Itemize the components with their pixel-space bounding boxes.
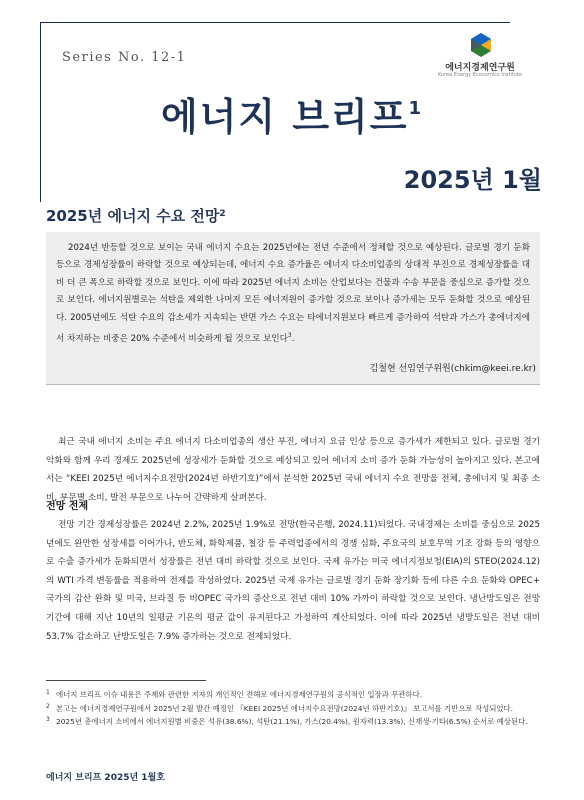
hexagon-logo-icon [468,32,494,58]
logo-english-name: Korea Energy Economics Institute [437,72,523,78]
series-number: Series No. 12-1 [62,50,187,65]
footnote-text: 본고는 에너지경제연구원에서 2025년 2월 발간 예정인 『KEEI 2025년 에너지수요전망(2024년 하반기호)』 보고서를 기반으로 작성되었다. [56,703,513,713]
page-footer: 에너지 브리프 2025년 1월호 [46,773,165,783]
footnote-number: 1 [46,689,50,696]
frame-top-line [40,22,510,23]
footnote-item [46,688,540,702]
summary-title [46,205,226,226]
logo-korean-name: 에너지경제연구원 [445,63,515,73]
author-line: 김철현 선임연구위원(chkim@keei.re.kr) [369,364,536,374]
institute-logo [430,32,530,82]
footnote-text: 에너지 브리프 이슈 내용은 주제와 관련한 저자의 개인적인 견해로 에너지경제연구원의 공식적인 입장과 무관하다. [56,690,423,699]
title-footnote-ref: 1 [408,98,423,119]
issue-date: 2025년 1월 [403,166,542,194]
page-title [0,86,584,141]
summary-text: 2024년 반등할 것으로 보이는 국내 에너지 수요는 2025년에는 전년 수준에서 정체할 것으로 예상된다. 글로벌 경기 둔화 등으로 경제성장률이 하락할 것으로 예상되는데, 에너지 수요 증가율은 에너지 다소비업종의 상대적 부진으로 경제성장률을 대비 더 큰 폭으로 하락할 것으로 보인다. 이에 따라 2025년 에너지 소비는 산업보다는 건물과 수송 부문을 중심으로 증가할 것으로 보인다. 에너지원별로는 석탄을 제외한 나머지 모든 에너지원이 증가할 것으로 보이나 증가세는 모두 둔화할 것으로 예상된다. 2005년에도 석탄 수요의 감소세가 지속되는 반면 가스 수요는 타에너지원보다 빠르게 증가하여 석탄과 가스가 총에너지에서 차지하는 비중은 20% 수준에서 비슷하게 될 것으로 보인다 [56,243,530,344]
page-title-text: 에너지 브리프 [160,95,409,139]
footnote-divider [46,680,206,681]
footnote-text: 2025년 총에너지 소비에서 에너지원별 비중은 석유(38.6%), 석탄(21.1%), 가스(20.4%), 원자력(13.3%), 신재생·기타(6.5%) 순서로 예상된다. [56,717,528,726]
summary-title-text: 2025년 에너지 수요 전망 [46,207,220,225]
section-heading: 전망 전제 [46,501,89,512]
footnote-number: 3 [46,716,50,723]
intro-paragraph: 최근 국내 에너지 소비는 주요 에너지 다소비업종의 생산 부진, 에너지 요금 인상 등으로 증가세가 제한되고 있다. 글로벌 경기 악화와 함께 우리 경제도 2025년에 성장세가 둔화할 것으로 예상되고 있어 에너지 소비 증가 둔화 가능성이 높아지고 있다. 본고에서는 “KEEI 2025년 에너지수요전망(2024년 하반기호)”에서 분석한 2025년 국내 에너지 수요 전망을 전체, 총에너지 및 최종 소비, 부문별 소비, 발전 부문으로 나누어 간략하게 살펴본다. [46,437,540,503]
summary-footnote-ref: 3 [287,332,292,340]
summary-title-footnote-ref: 2 [219,209,226,219]
footnote-item [46,715,540,729]
section-paragraph: 전망 기간 경제성장률은 2024년 2.2%, 2025년 1.9%로 전망(한국은행, 2024.11)되었다. 국내경제는 소비를 중심으로 2025년에도 완만한 성장세를 이어가나, 반도체, 화학제품, 철강 등 주력업종에서의 경쟁 심화, 주요국의 보호무역 기조 강화 등의 영향으로 수출 증가세가 둔화되면서 성장률은 전년 대비 하락할 것으로 보인다. 국제 유가는 미국 에너지정보청(EIA)의 STEO(2024.12)의 WTI 가격 변동률을 적용하여 전제를 작성하였다. 2025년 국제 유가는 글로벌 경기 둔화 장기화 등에 다른 수요 둔화와 OPEC+ 국가의 감산 완화 및 미국, 브라질 등 비OPEC 국가의 증산으로 전년 대비 10% 가까이 하락할 것으로 보인다. 냉난방도일은 전망 기간에 대해 지난 10년의 일평균 기온의 평균 값이 유지된다고 가정하여 계산되었다. 이에 따라 2025년 냉방도일은 전년 대비 53.7% 감소하고 난방도일은 7.9% 증가하는 것으로 전제되었다. [46,520,540,642]
footnote-item [46,702,540,716]
summary-paragraph: 2024년 반등할 것으로 보이는 국내 에너지 수요는 2025년에는 전년 수준에서 정체할 것으로 예상된다. 글로벌 경기 둔화 등으로 경제성장률이 하락할 것으로 예상되는데, 에너지 수요 증가율은 에너지 다소비업종의 상대적 부진으로 경제성장률을 대비 더 큰 폭으로 하락할 것으로 보인다. 이에 따라 2025년 에너지 소비는 산업보다는 건물과 수송 부문을 중심으로 증가할 것으로 보인다. 에너지원별로는 석탄을 제외한 나머지 모든 에너지원이 증가할 것으로 보이나 증가세는 모두 둔화할 것으로 예상된다. 2005년에도 석탄 수요의 감소세가 지속되는 반면 가스 수요는 타에너지원보다 빠르게 증가하여 석탄과 가스가 총에너지에서 차지하는 비중은 20% 수준에서 비슷하게 될 것으로 보인다$^3$. [56,243,530,344]
footnote-list [46,688,540,729]
footnote-number: 2 [46,702,50,710]
